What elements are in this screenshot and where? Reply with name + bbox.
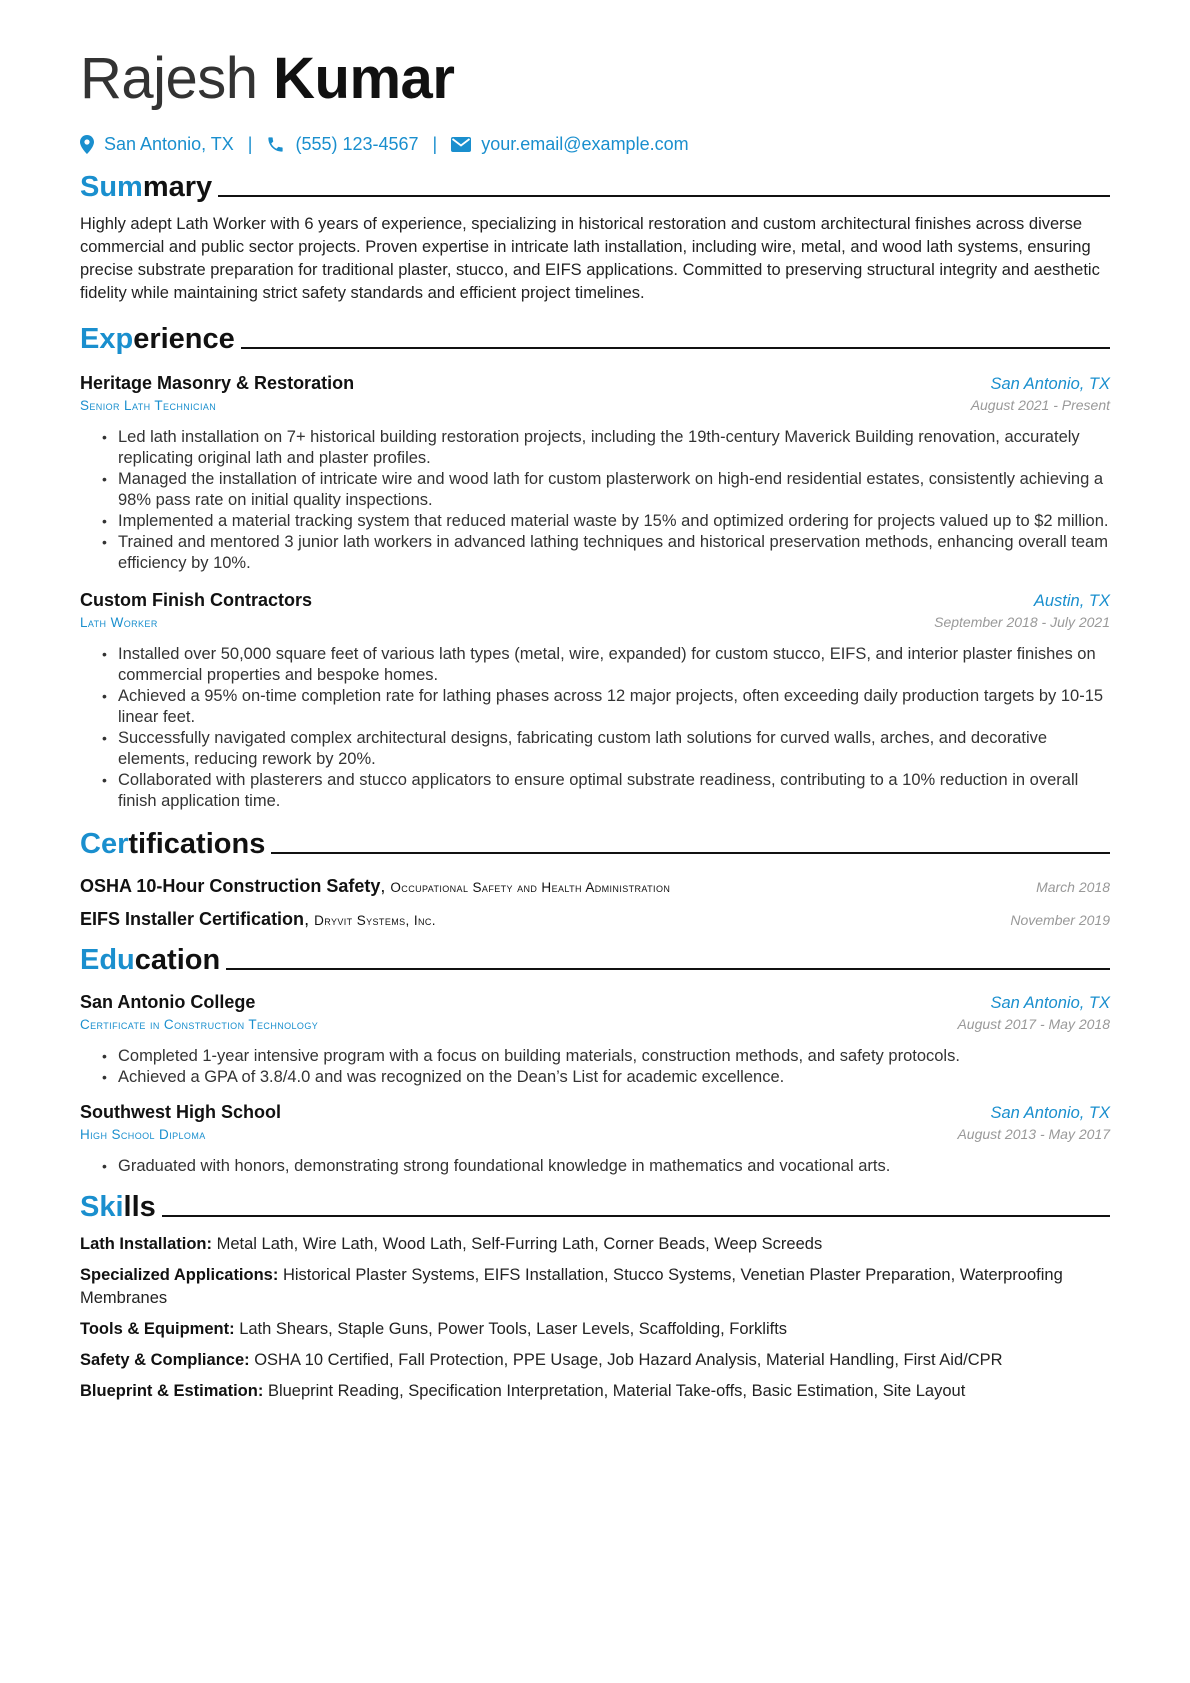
certification-date: March 2018	[1036, 879, 1110, 895]
skill-row	[80, 1349, 1110, 1372]
certification-name: OSHA 10-Hour Construction Safety	[80, 876, 381, 896]
section-divider	[241, 347, 1110, 349]
certification-item: EIFS Installer Certification, Dryvit Systems, Inc. November 2019	[80, 909, 1110, 929]
contact-phone	[266, 134, 418, 155]
education-entry	[80, 1102, 1110, 1177]
phone-text: (555) 123-4567	[295, 134, 419, 154]
phone-icon	[266, 135, 285, 154]
skill-value: OSHA 10 Certified, Fall Protection, PPE Usage, Job Hazard Analysis, Material Handling, First Aid/CPR	[254, 1351, 1003, 1369]
section-divider	[218, 195, 1110, 197]
bullet-item: • Successfully navigated complex architectural designs, fabricating custom lath solutions for curved walls, arches, and decorative elements, reducing rework by 20%.	[102, 728, 1110, 770]
job-location: Austin, TX	[1033, 592, 1110, 610]
skill-value: Metal Lath, Wire Lath, Wood Lath, Self-Furring Lath, Corner Beads, Weep Screeds	[216, 1235, 823, 1253]
skill-row	[80, 1264, 1110, 1310]
contact-separator: |	[247, 134, 253, 154]
school-name: San Antonio College	[80, 992, 256, 1012]
bullet-item: • Implemented a material tracking system that reduced material waste by 15% and optimized ordering for projects valued up to $2 million.	[102, 511, 1110, 532]
job-title: Lath Worker	[80, 615, 158, 630]
skill-row	[80, 1380, 1110, 1403]
school-dates: August 2013 - May 2017	[957, 1126, 1110, 1142]
contact-location	[80, 134, 234, 155]
skill-value: Historical Plaster Systems, EIFS Installation, Stucco Systems, Venetian Plaster Preparation, Waterproofing Membranes	[80, 1266, 1063, 1307]
email-link[interactable]: your.email@example.com	[481, 134, 689, 154]
bullet-item: • Achieved a 95% on-time completion rate for lathing phases across 12 major projects, often exceeding daily production targets by 10-15 linear feet.	[102, 686, 1110, 728]
skill-value: Blueprint Reading, Specification Interpretation, Material Take-offs, Basic Estimation, Site Layout	[267, 1382, 966, 1400]
education-entry	[80, 992, 1110, 1088]
job-company: Heritage Masonry & Restoration	[80, 373, 355, 393]
envelope-icon	[451, 137, 471, 152]
school-location: San Antonio, TX	[990, 994, 1110, 1012]
job-entry	[80, 373, 1110, 574]
job-bullets	[80, 427, 1110, 574]
job-company: Custom Finish Contractors	[80, 590, 313, 610]
map-pin-icon	[80, 135, 94, 154]
job-dates: September 2018 - July 2021	[934, 614, 1110, 630]
contact-bar	[80, 134, 1110, 155]
skill-label: Blueprint & Estimation:	[80, 1382, 264, 1400]
bullet-item: • Installed over 50,000 square feet of various lath types (metal, wire, expanded) for custom stucco, EIFS, and interior plaster finishes on commercial properties and bespoke homes.	[102, 644, 1110, 686]
experience-heading: Experience	[80, 321, 1110, 357]
last-name: Kumar	[273, 46, 455, 111]
school-name: Southwest High School	[80, 1102, 281, 1122]
skill-row	[80, 1233, 1110, 1256]
certification-issuer: Occupational Safety and Health Administration	[390, 880, 671, 895]
certification-issuer: Dryvit Systems, Inc.	[314, 913, 436, 928]
education-bullets	[80, 1046, 1110, 1088]
school-location: San Antonio, TX	[990, 1104, 1110, 1122]
bullet-item: • Trained and mentored 3 junior lath workers in advanced lathing techniques and historical preservation methods, enhancing overall team efficiency by 10%.	[102, 532, 1110, 574]
certification-item: OSHA 10-Hour Construction Safety, Occupational Safety and Health Administration March 2018	[80, 876, 1110, 896]
job-location: San Antonio, TX	[990, 375, 1110, 393]
contact-separator: |	[432, 134, 438, 154]
certification-date: November 2019	[1010, 912, 1110, 928]
education-bullets	[80, 1156, 1110, 1177]
job-dates: August 2021 - Present	[970, 397, 1110, 413]
certifications-heading: Certifications	[80, 826, 1110, 862]
skill-label: Specialized Applications:	[80, 1266, 279, 1284]
skill-value: Lath Shears, Staple Guns, Power Tools, Laser Levels, Scaffolding, Forklifts	[239, 1320, 788, 1338]
candidate-name	[80, 44, 1110, 114]
section-divider	[162, 1215, 1110, 1217]
location-text: San Antonio, TX	[104, 134, 234, 154]
skill-label: Tools & Equipment:	[80, 1320, 235, 1338]
summary-heading: Summary	[80, 169, 1110, 205]
skills-heading: Skills	[80, 1189, 1110, 1225]
bullet-item: • Managed the installation of intricate wire and wood lath for custom plasterwork on high-end residential estates, consistently achieving a 98% pass rate on initial quality inspections.	[102, 469, 1110, 511]
job-entry	[80, 590, 1110, 812]
school-dates: August 2017 - May 2018	[957, 1016, 1110, 1032]
contact-email[interactable]	[451, 134, 688, 155]
bullet-item: • Completed 1-year intensive program with a focus on building materials, construction methods, and safety protocols.	[102, 1046, 1110, 1067]
bullet-item: • Collaborated with plasterers and stucco applicators to ensure optimal substrate readiness, contributing to a 10% reduction in overall finish application time.	[102, 770, 1110, 812]
education-heading: Education	[80, 942, 1110, 978]
certification-name: EIFS Installer Certification	[80, 909, 305, 929]
first-name: Rajesh	[80, 46, 258, 111]
skill-row	[80, 1318, 1110, 1341]
skill-label: Lath Installation:	[80, 1235, 212, 1253]
bullet-item: • Graduated with honors, demonstrating strong foundational knowledge in mathematics and vocational arts.	[102, 1156, 1110, 1177]
summary-text: Highly adept Lath Worker with 6 years of experience, specializing in historical restoration and custom architectural finishes across diverse commercial and public sector projects. Proven expertise in intricate lath installation, including wire, metal, and wood lath systems, ensuring precise substrate preparation for traditional plaster, stucco, and EIFS applications. Committed to preserving structural integrity and aesthetic fidelity while maintaining strict safety standards and efficient project timelines.	[80, 215, 1100, 302]
degree-title: Certificate in Construction Technology	[80, 1017, 319, 1032]
job-bullets	[80, 644, 1110, 812]
bullet-item: • Achieved a GPA of 3.8/4.0 and was recognized on the Dean’s List for academic excellence.	[102, 1067, 1110, 1088]
section-divider	[226, 968, 1110, 970]
job-title: Senior Lath Technician	[80, 398, 217, 413]
bullet-item: • Led lath installation on 7+ historical building restoration projects, including the 19th-century Maverick Building renovation, accurately replicating original lath and plaster profiles.	[102, 427, 1110, 469]
skill-label: Safety & Compliance:	[80, 1351, 250, 1369]
degree-title: High School Diploma	[80, 1127, 206, 1142]
section-divider	[271, 852, 1110, 854]
